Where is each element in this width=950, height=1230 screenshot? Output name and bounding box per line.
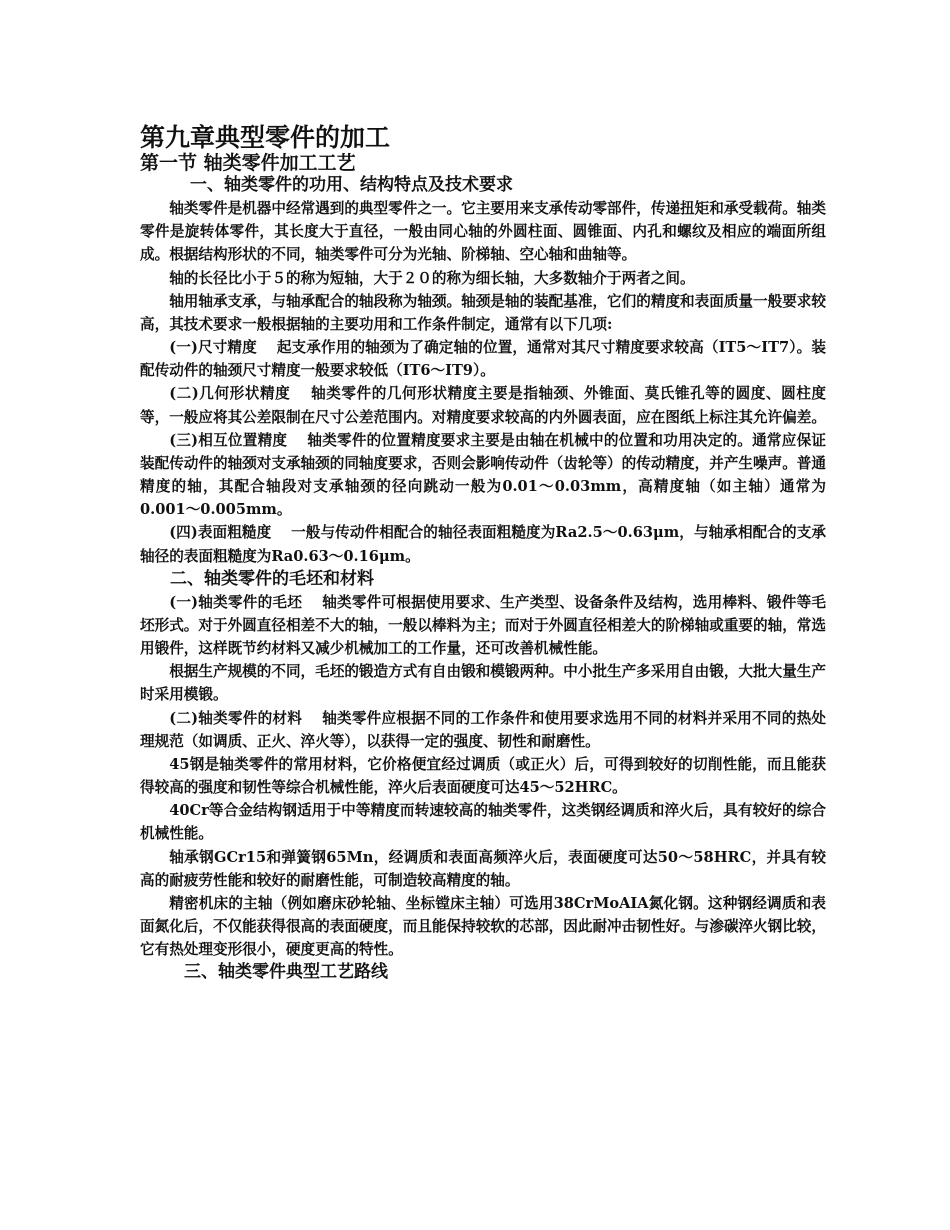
paragraph: (三)相互位置精度 轴类零件的位置精度要求主要是由轴在机械中的位置和功用决定的。通常应保证装配传动件的轴颈对支承轴颈的同轴度要求，否则会影响传动件（齿轮等）的传动精度，并产生噪声。普通精度的轴，其配合轴段对支承轴颈的径向跳动一般为0.01～0.03mm，高精度轴（如主轴）通常为0.001～0.005mm。 [140,431,826,519]
section-title: 第一节 轴类零件加工工艺 [140,152,356,174]
paragraph: (一)尺寸精度 起支承作用的轴颈为了确定轴的位置，通常对其尺寸精度要求较高（IT5～IT7）。装配传动件的轴颈尺寸精度一般要求较低（IT6～IT9）。 [140,339,826,380]
paragraph: 40Cr等合金结构钢适用于中等精度而转速较高的轴类零件，这类钢经调质和淬火后，具有较好的综合机械性能。 [140,802,826,843]
paragraph: (四)表面粗糙度 一般与传动件相配合的轴径表面粗糙度为Ra2.5～0.63μm，与轴承相配合的支承轴径的表面粗糙度为Ra0.63～0.16μm。 [140,524,826,565]
paragraph: 轴用轴承支承，与轴承配合的轴段称为轴颈。轴颈是轴的装配基准，它们的精度和表面质量一般要求较高，其技术要求一般根据轴的主要功用和工作条件制定，通常有以下几项: [140,292,826,333]
paragraph: (二)几何形状精度 轴类零件的几何形状精度主要是指轴颈、外锥面、莫氏锥孔等的圆度、圆柱度等，一般应将其公差限制在尺寸公差范围内。对精度要求较高的内外圆表面，应在图纸上标注其允许偏差。 [140,385,826,426]
paragraph: 轴承钢GCr15和弹簧钢65Mn，经调质和表面高频淬火后，表面硬度可达50～58HRC，并具有较高的耐疲劳性能和较好的耐磨性能，可制造较高精度的轴。 [140,848,826,889]
section-heading-1: 一、轴类零件的功用、结构特点及技术要求 [190,175,513,195]
chapter-title: 第九章典型零件的加工 [140,123,391,152]
paragraph: 根据生产规模的不同，毛坯的锻造方式有自由锻和模锻两种。中小批生产多采用自由锻，大批大量生产时采用模锻。 [140,663,826,704]
paragraph: (二)轴类零件的材料 轴类零件应根据不同的工作条件和使用要求选用不同的材料并采用不同的热处理规范（如调质、正火、淬火等），以获得一定的强度、韧性和耐磨性。 [140,709,826,750]
section-heading-2: 二、轴类零件的毛坯和材料 [170,568,374,589]
paragraph: 45钢是轴类零件的常用材料，它价格便宜经过调质（或正火）后，可得到较好的切削性能，而且能获得较高的强度和韧性等综合机械性能，淬火后表面硬度可达45～52HRC。 [140,755,826,797]
paragraph: 轴的长径比小于５的称为短轴，大于２０的称为细长轴，大多数轴介于两者之间。 [169,269,695,287]
paragraph: 精密机床的主轴（例如磨床砂轮轴、坐标镗床主轴）可选用38CrMoAIA氮化钢。这种钢经调质和表面氮化后，不仅能获得很高的表面硬度，而且能保持较软的芯部，因此耐冲击韧性好。与渗碳淬火钢比较，它有热处理变形很小，硬度更高的特性。 [140,894,826,959]
paragraph: 轴类零件是机器中经常遇到的典型零件之一。它主要用来支承传动零部件，传递扭矩和承受载荷。轴类零件是旋转体零件，其长度大于直径，一般由同心轴的外圆柱面、圆锥面、内孔和螺纹及相应的端面所组成。根据结构形状的不同，轴类零件可分为光轴、阶梯轴、空心轴和曲轴等。 [140,200,826,264]
paragraph: (一)轴类零件的毛坯 轴类零件可根据使用要求、生产类型、设备条件及结构，选用棒料、锻件等毛坯形式。对于外圆直径相差不大的轴，一般以棒料为主；而对于外圆直径相差大的阶梯轴或重要的轴，常选用锻件，这样既节约材料又减少机械加工的工作量，还可改善机械性能。 [140,593,826,658]
document-body [140,174,826,984]
section-heading-3: 三、轴类零件典型工艺路线 [184,962,388,983]
